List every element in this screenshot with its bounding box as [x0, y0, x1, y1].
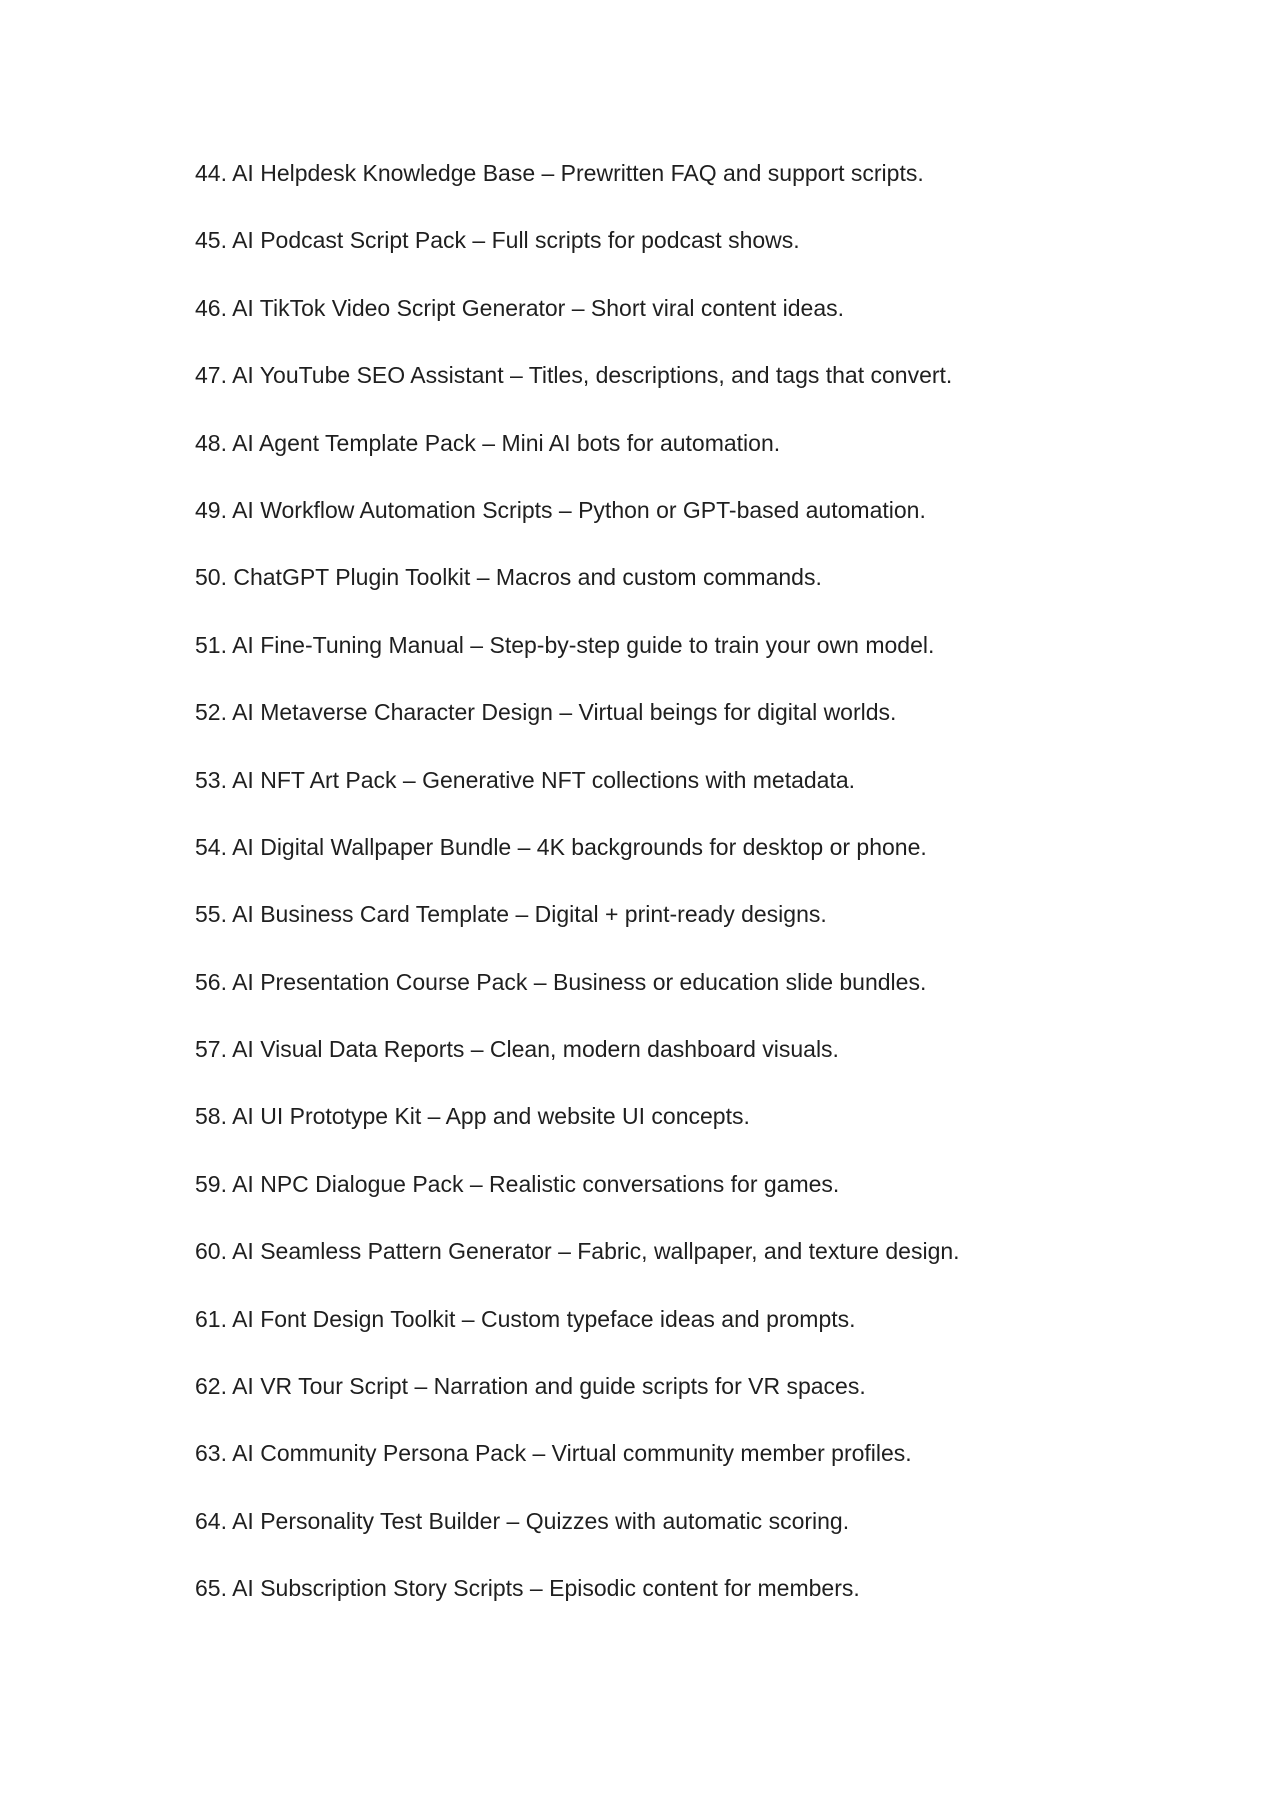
list-item: 60. AI Seamless Pattern Generator – Fabric, wallpaper, and texture design.: [195, 1238, 960, 1265]
numbered-product-list: [195, 155, 1195, 1638]
list-item: 46. AI TikTok Video Script Generator – Short viral content ideas.: [195, 294, 845, 321]
list-item: 65. AI Subscription Story Scripts – Episodic content for members.: [195, 1575, 860, 1602]
list-item: 63. AI Community Persona Pack – Virtual community member profiles.: [195, 1440, 912, 1467]
list-item: 52. AI Metaverse Character Design – Virtual beings for digital worlds.: [195, 699, 897, 726]
list-item: 51. AI Fine-Tuning Manual – Step-by-step guide to train your own model.: [195, 631, 935, 658]
list-item: 62. AI VR Tour Script – Narration and guide scripts for VR spaces.: [195, 1373, 866, 1400]
list-item: 48. AI Agent Template Pack – Mini AI bots for automation.: [195, 429, 781, 456]
list-item: 47. AI YouTube SEO Assistant – Titles, descriptions, and tags that convert.: [195, 362, 953, 389]
list-item: 53. AI NFT Art Pack – Generative NFT collections with metadata.: [195, 766, 856, 793]
list-item: 49. AI Workflow Automation Scripts – Python or GPT-based automation.: [195, 496, 926, 523]
list-item: 58. AI UI Prototype Kit – App and website UI concepts.: [195, 1103, 750, 1130]
list-item: 45. AI Podcast Script Pack – Full scripts for podcast shows.: [195, 227, 800, 254]
list-item: 56. AI Presentation Course Pack – Business or education slide bundles.: [195, 968, 927, 995]
list-item: 50. ChatGPT Plugin Toolkit – Macros and custom commands.: [195, 564, 822, 591]
list-item: 44. AI Helpdesk Knowledge Base – Prewritten FAQ and support scripts.: [195, 160, 924, 186]
list-item: 57. AI Visual Data Reports – Clean, modern dashboard visuals.: [195, 1036, 839, 1063]
list-item: 54. AI Digital Wallpaper Bundle – 4K backgrounds for desktop or phone.: [195, 833, 927, 860]
list-item: 55. AI Business Card Template – Digital + print-ready designs.: [195, 901, 827, 928]
list-item: 59. AI NPC Dialogue Pack – Realistic conversations for games.: [195, 1170, 840, 1197]
list-item: 61. AI Font Design Toolkit – Custom typeface ideas and prompts.: [195, 1305, 856, 1332]
list-item: 64. AI Personality Test Builder – Quizzes with automatic scoring.: [195, 1507, 850, 1534]
